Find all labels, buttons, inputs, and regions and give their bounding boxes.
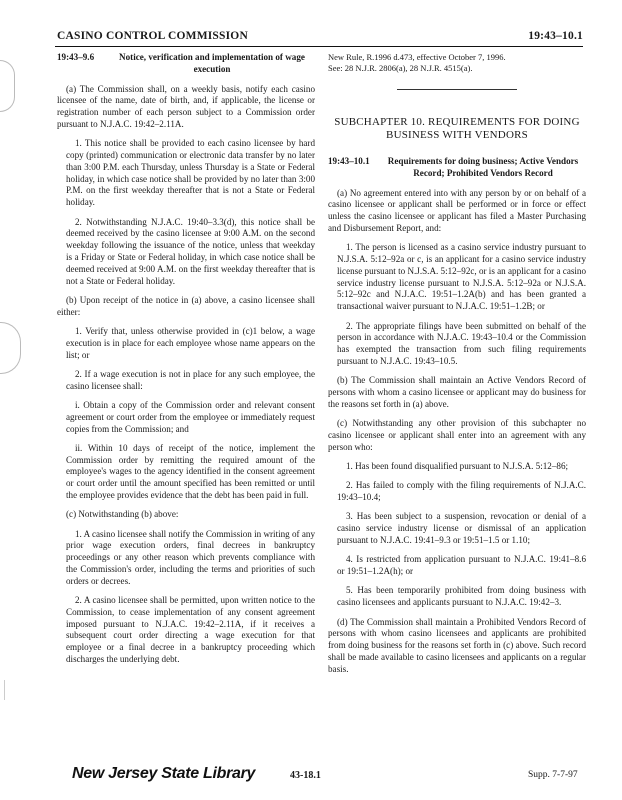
header-rule [55,46,583,47]
source-line: New Rule, R.1996 d.473, effective October 7, 1996. [328,52,506,62]
paragraph: 2. Notwithstanding N.J.A.C. 19:40–3.3(d), this notice shall be deemed received by the casino licensee at 9:00 A.M. on the second weekday following the issuance of the notice, unless that weekday is a Friday or State or Federal holiday, in which case notice shall be deemed received at 9:00 A.M. on the first weekday thereafter that is not a State or Federal holiday. [66,216,315,286]
left-paragraphs [57,84,315,666]
paragraph: 2. A casino licensee shall be permitted, upon written notice to the Commission, to cease implementation of any consent agreement imposed pursuant to N.J.A.C. 19:42–2.11A, if it receives a subsequent court order directing a wage execution for that employee or a final decree in a bankruptcy proceeding which discharges the underlying debt. [66,595,315,665]
paragraph: (b) Upon receipt of the notice in (a) above, a casino licensee shall either: [57,294,315,317]
paragraph: 1. The person is licensed as a casino service industry pursuant to N.J.S.A. 5:12–92a or c, is an applicant for a casino service industry license pursuant to N.J.S.A. 5:12–92c, or is an applicant for a casino service industry license pursuant to N.J.S.A. 5:12–92a or N.J.S.A. 5:12–92c and N.J.A.C. 19:51–1.2A(b) and has been granted a transactional waiver pursuant to N.J.A.C. 19:51–1.2B; or [337,242,587,312]
right-paragraphs [328,188,586,676]
page-number: 43-18.1 [290,770,321,781]
header-section-number: 19:43–10.1 [528,30,583,42]
paragraph: (d) The Commission shall maintain a Prohibited Vendors Record of persons with whom casino licensees and applicants are prohibited from doing business for the reasons set forth in (c) above. Such record shall be made available to casino licensees and applicants on a regular basis. [328,616,586,674]
paragraph: 2. If a wage execution is not in place for any such employee, the casino licensee shall: [66,368,315,391]
paragraph: 1. This notice shall be provided to each casino licensee by hard copy (printed) communication or electronic data transfer by no later than 3:00 P.M. each Thursday, unless Thursday is a State or Federal holiday, in which case notice shall be provided by no later than 3:00 P.M. on the first weekday thereafter that is not a State or Federal holiday. [66,138,315,208]
library-stamp: New Jersey State Library [72,765,256,782]
paragraph: 1. Has been found disqualified pursuant to N.J.S.A. 5:12–86; [346,461,569,472]
binding-mark [0,60,15,112]
section-title: Notice, verification and implementation of wage execution [119,52,305,74]
section-title: Requirements for doing business; Active Vendors Record; Prohibited Vendors Record [387,156,579,178]
source-note [328,52,586,73]
section-heading [57,52,315,76]
paragraph: 2. The appropriate filings have been submitted on behalf of the person in accordance with N.J.A.C. 19:43–10.4 or the Commission has exempted the transaction from such filing requirements pursuant to N.J.A.C. 19:43–10.5. [337,320,586,366]
paragraph: i. Obtain a copy of the Commission order and relevant consent agreement or court order from the employee or immediately request copies from the Commission; and [66,399,315,434]
section-number: 19:43–10.1 [328,156,370,166]
paragraph: (a) No agreement entered into with any person by or on behalf of a casino licensee or applicant shall be performed or in force or effect unless the casino licensee or applicant has filed a Master Purchasing and Disbursement Report, and: [328,187,586,233]
paragraph: 3. Has been subject to a suspension, revocation or denial of a casino service industry license or dismissal of an application pursuant to N.J.A.C. 19:41–9.3 or 19:51–1.5 or 1.10; [337,511,586,546]
paragraph: 1. A casino licensee shall notify the Commission in writing of any prior wage execution orders, final decrees in bankruptcy proceedings or any other reason which prevents compliance with the Commission's order, including the terms and priorities of such orders or decrees. [66,528,315,586]
edge-mark [4,680,15,700]
section-divider [397,89,517,90]
paragraph: 2. Has failed to comply with the filing requirements of N.J.A.C. 19:43–10.4; [337,480,586,503]
right-column [328,52,586,683]
paragraph: (b) The Commission shall maintain an Active Vendors Record of persons with whom a casino licensee or applicant may do business for the reasons set forth in (a) above. [328,375,586,409]
paragraph: 5. Has been temporarily prohibited from doing business with casino licensees and applicants pursuant to N.J.A.C. 19:42–3. [337,585,586,608]
paragraph: ii. Within 10 days of receipt of the notice, implement the Commission order by remitting the required amount of the employee's wages to the agency identified in the consent agreement or court order until the amount specified has been remitted or until the employee provides evidence that the debt has been paid in full. [66,442,315,500]
header-title: CASINO CONTROL COMMISSION [57,30,248,42]
paragraph: 4. Is restricted from application pursuant to N.J.A.C. 19:41–8.6 or 19:51–1.2A(h); or [337,554,586,577]
left-column [57,52,315,673]
paragraph: 1. Verify that, unless otherwise provided in (c)1 below, a wage execution is in place for each employee whose name appears on the list; or [66,325,315,360]
paragraph: (c) Notwithstanding (b) above: [66,509,179,520]
paragraph: (c) Notwithstanding any other provision of this subchapter no casino licensee or applicant shall enter into an agreement with any person who: [328,418,586,452]
section-heading [328,156,586,180]
section-number: 19:43–9.6 [57,52,95,62]
punch-hole-mark [0,322,21,374]
paragraph: (a) The Commission shall, on a weekly basis, notify each casino licensee of the name, date of birth, and, if applicable, the license or registration number of each person subject to a Commission order pursuant to N.J.A.C. 19:42–2.11A. [57,83,315,129]
subchapter-title: SUBCHAPTER 10. REQUIREMENTS FOR DOING BUSINESS WITH VENDORS [334,116,580,141]
source-line: See: 28 N.J.R. 2806(a), 28 N.J.R. 4515(a). [328,62,473,73]
supplement-date: Supp. 7-7-97 [528,770,578,780]
running-header [55,30,583,46]
page-footer [0,765,622,789]
